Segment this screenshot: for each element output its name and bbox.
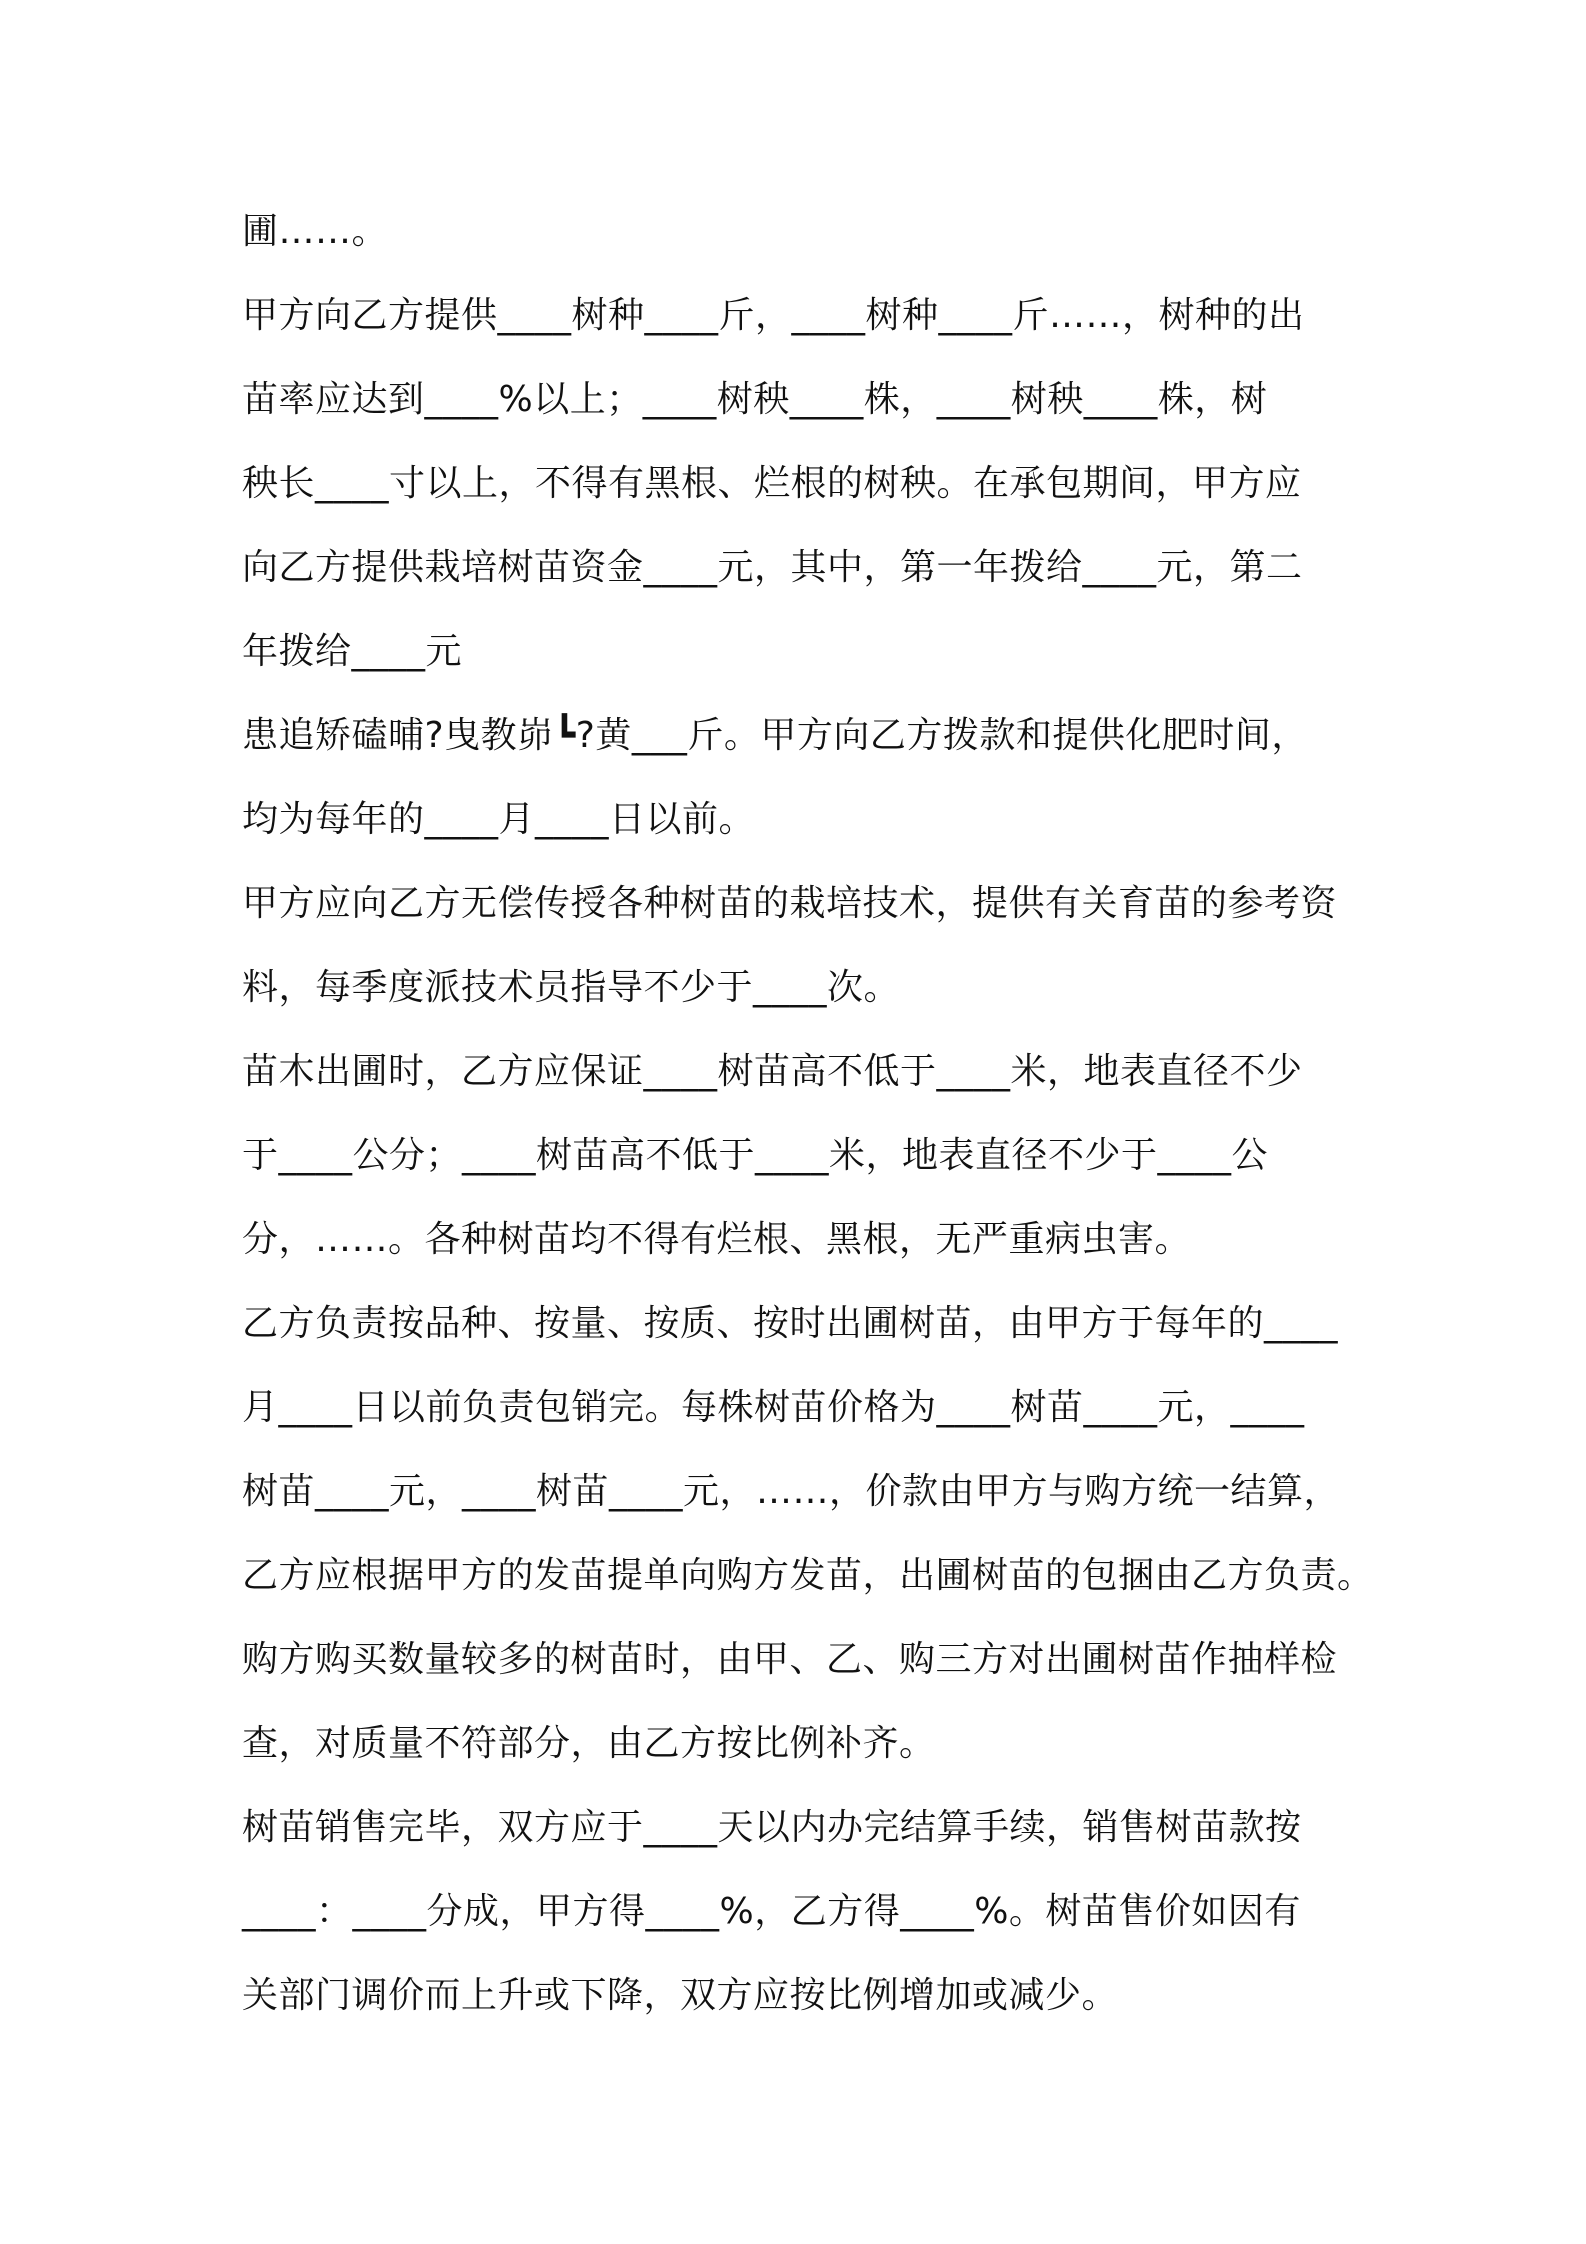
- text-line-9: 甲方应向乙方无偿传授各种树苗的栽培技术，提供有关育苗的参考资: [242, 883, 1338, 924]
- text-line-2: 甲方向乙方提供____树种____斤，____树种____斤……，树种的出: [242, 295, 1305, 336]
- contract-text-body: [242, 200, 1422, 2048]
- text-line-5: 向乙方提供栽培树苗资金____元，其中，第一年拨给____元，第二: [242, 547, 1303, 588]
- text-line-3: 苗率应达到____%以上；____树秧____株，____树秧____株，树: [242, 379, 1268, 420]
- text-line-15: 月____日以前负责包销完。每株树苗价格为____树苗____元，____: [242, 1387, 1305, 1428]
- text-line-14: 乙方负责按品种、按量、按质、按时出圃树苗，由甲方于每年的____: [242, 1303, 1339, 1344]
- text-line-11: 苗木出圃时，乙方应保证____树苗高不低于____米，地表直径不少: [242, 1051, 1303, 1092]
- text-line-6: 年拨给____元: [242, 631, 463, 672]
- text-line-4: 秧长____寸以上，不得有黑根、烂根的树秧。在承包期间，甲方应: [242, 463, 1302, 504]
- text-line-19: 查，对质量不符部分，由乙方按比例补齐。: [242, 1723, 936, 1764]
- text-line-10: 料，每季度派技术员指导不少于____次。: [242, 967, 901, 1008]
- text-line-18: 购方购买数量较多的树苗时，由甲、乙、购三方对出圃树苗作抽样检: [242, 1639, 1338, 1680]
- text-line-12: 于____公分；____树苗高不低于____米，地表直径不少于____公: [242, 1135, 1269, 1176]
- text-line-21: ____：____分成，甲方得____%，乙方得____%。树苗售价如因有: [242, 1891, 1301, 1932]
- text-line-1: 圃……。: [242, 211, 389, 252]
- text-line-13: 分，……。各种树苗均不得有烂根、黑根，无严重病虫害。: [242, 1219, 1192, 1260]
- text-line-8: 均为每年的____月____日以前。: [242, 799, 756, 840]
- text-line-7: 患追矫磕晡?曳教峁┗?黄___斤。甲方向乙方拨款和提供化肥时间，: [242, 715, 1308, 756]
- text-line-22: 关部门调价而上升或下降，双方应按比例增加或减少。: [242, 1975, 1119, 2016]
- text-line-17: 乙方应根据甲方的发苗提单向购方发苗，出圃树苗的包捆由乙方负责。: [242, 1555, 1374, 1596]
- text-line-20: 树苗销售完毕，双方应于____天以内办完结算手续，销售树苗款按: [242, 1807, 1302, 1848]
- text-line-16: 树苗____元，____树苗____元，……，价款由甲方与购方统一结算，: [242, 1471, 1341, 1512]
